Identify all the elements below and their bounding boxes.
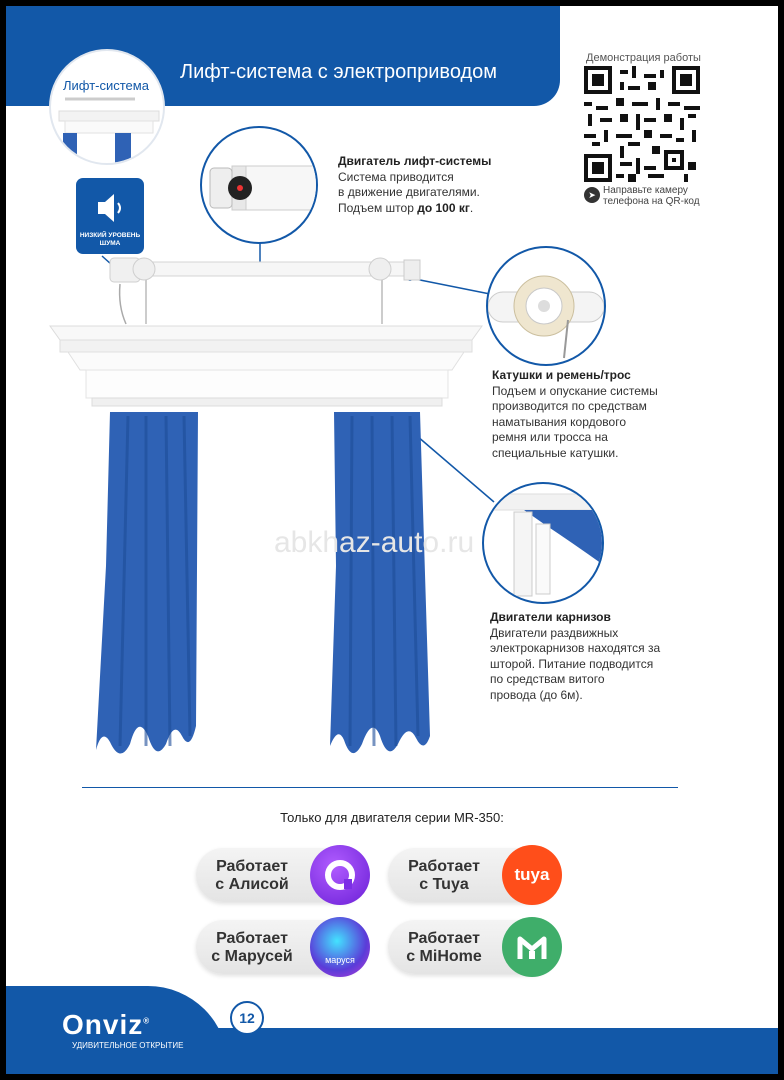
reels-line: специальные катушки. bbox=[492, 445, 619, 460]
lift-system-illustration bbox=[6, 6, 778, 786]
motor-description bbox=[338, 154, 491, 216]
motor-line1: Система приводится bbox=[338, 169, 454, 184]
motor-line3-pre: Подъем штор bbox=[338, 200, 418, 215]
marusya-icon-text: маруся bbox=[325, 955, 355, 965]
cornice-description bbox=[490, 610, 660, 703]
reels-line: Подъем и опускание системы bbox=[492, 383, 658, 398]
integration-alice-line1: Работает bbox=[216, 858, 288, 875]
motor-line3 bbox=[338, 201, 491, 217]
motor-line2: в движение двигателями. bbox=[338, 185, 480, 199]
integration-marusya-line1: Работает bbox=[216, 930, 288, 947]
cornice-line: по средствам витого bbox=[490, 672, 605, 686]
catalog-page bbox=[6, 6, 778, 1074]
cornice-title: Двигатели карнизов bbox=[490, 610, 611, 624]
marusya-icon bbox=[310, 917, 370, 977]
brand-registered-mark: ® bbox=[143, 1016, 151, 1026]
motor-title: Двигатель лифт-системы bbox=[338, 154, 492, 168]
cornice-line: шторой. Питание подводится bbox=[490, 656, 654, 671]
reels-line: ремня или тросса на bbox=[492, 430, 608, 444]
brand-name: Onviz bbox=[62, 1009, 144, 1040]
reels-line: производится по средствам bbox=[492, 399, 647, 413]
reels-description bbox=[492, 368, 658, 461]
integration-marusya-label bbox=[196, 930, 308, 966]
integration-marusya bbox=[196, 920, 366, 974]
cornice-motor-callout-circle bbox=[482, 482, 604, 604]
page-number: 12 bbox=[230, 1001, 264, 1035]
tuya-icon bbox=[502, 845, 562, 905]
integration-mihome-line2: с MiHome bbox=[406, 948, 482, 965]
qr-caption: Демонстрация работы bbox=[586, 52, 701, 64]
cornice-motor-image bbox=[484, 484, 602, 602]
low-noise-line2: ШУМА bbox=[99, 240, 121, 247]
tuya-icon-text: tuya bbox=[514, 865, 550, 884]
low-noise-line1: НИЗКИЙ УРОВЕНЬ bbox=[79, 232, 141, 239]
motor-line3-post: . bbox=[469, 200, 474, 215]
integration-tuya-line2: с Tuya bbox=[419, 876, 469, 893]
motor-callout-circle bbox=[200, 126, 318, 244]
motor-image bbox=[202, 128, 316, 242]
integration-tuya bbox=[388, 848, 558, 902]
qr-hint-line1: Направьте камеру bbox=[603, 185, 688, 196]
mihome-icon-glyph bbox=[502, 917, 562, 977]
cornice-line: провода (до 6м). bbox=[490, 687, 583, 702]
reels-line: наматывания кордового bbox=[492, 414, 626, 429]
page-title: Лифт-система с электроприводом bbox=[180, 61, 498, 83]
integration-marusya-line2: с Марусей bbox=[211, 948, 293, 965]
series-note: Только для двигателя серии MR-350: bbox=[280, 810, 504, 825]
integration-mihome-label bbox=[388, 930, 500, 966]
brand-tagline: УДИВИТЕЛЬНОЕ ОТКРЫТИЕ bbox=[72, 1041, 184, 1050]
qr-hint-line2: телефона на QR-код bbox=[603, 196, 700, 207]
motor-load-limit: до 100 кг bbox=[417, 200, 470, 215]
alice-icon bbox=[310, 845, 370, 905]
mihome-icon bbox=[502, 917, 562, 977]
brand-logo bbox=[62, 1009, 150, 1041]
alice-icon-glyph bbox=[310, 845, 370, 905]
thumb-label: Лифт-система bbox=[63, 78, 149, 93]
integration-alice-line2: с Алисой bbox=[215, 876, 289, 893]
cornice-line: Двигатели раздвижных bbox=[490, 625, 619, 640]
integration-alice bbox=[196, 848, 366, 902]
watermark: abkhaz-auto.ru bbox=[274, 526, 475, 559]
integration-mihome-line1: Работает bbox=[408, 930, 480, 947]
reels-title: Катушки и ремень/трос bbox=[492, 368, 631, 382]
reels-image bbox=[488, 248, 604, 364]
section-divider bbox=[82, 787, 678, 788]
cornice-line: электрокарнизов находятся за bbox=[490, 641, 661, 655]
integration-tuya-line1: Работает bbox=[408, 858, 480, 875]
telegram-icon: ➤ bbox=[584, 187, 600, 203]
integration-mihome bbox=[388, 920, 558, 974]
integration-tuya-label bbox=[388, 858, 500, 894]
reels-callout-circle bbox=[486, 246, 606, 366]
integration-alice-label bbox=[196, 858, 308, 894]
